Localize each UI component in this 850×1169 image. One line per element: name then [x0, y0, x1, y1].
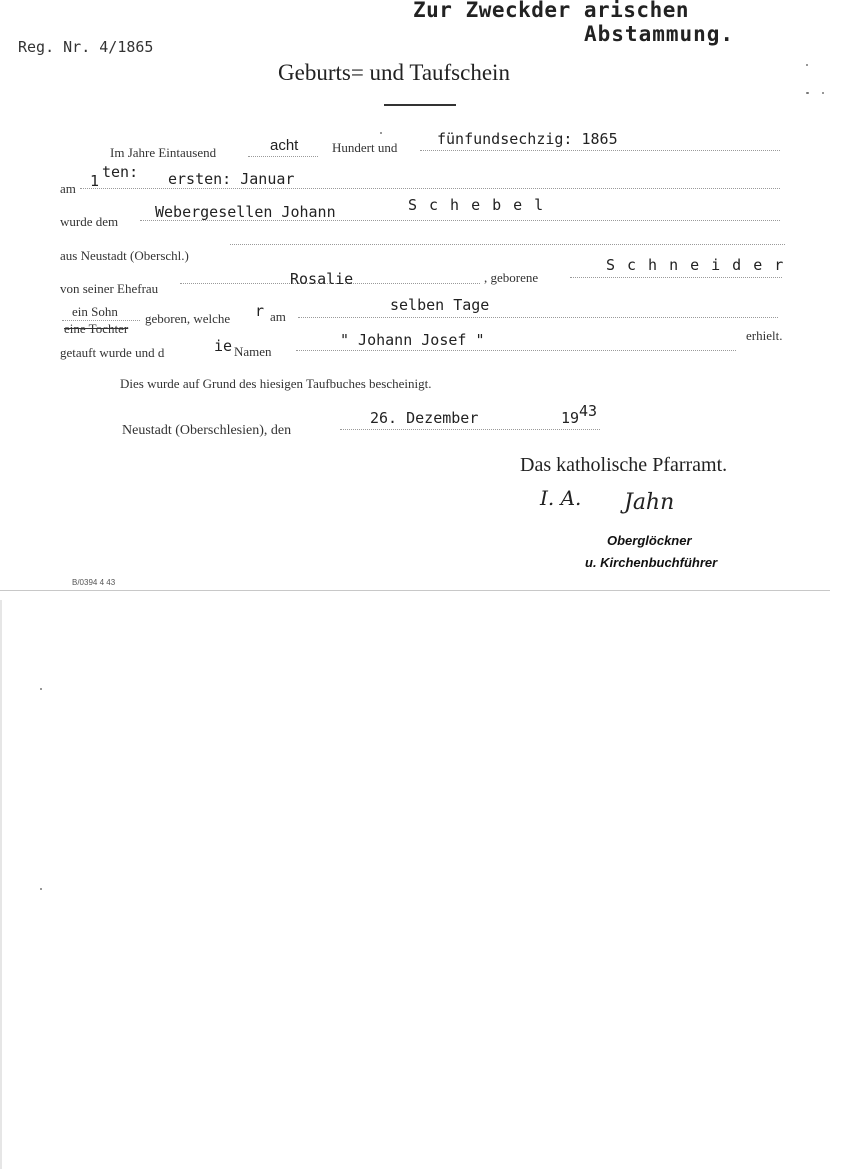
mother-name: Rosalie: [290, 270, 354, 288]
dotted-line: [570, 277, 782, 278]
purpose-stamp-line1: Zur Zweckder arischen: [413, 0, 690, 22]
official-stamp-line2: u. Kirchenbuchführer: [585, 555, 718, 570]
scan-speck: [806, 64, 808, 66]
dotted-line: [248, 156, 318, 157]
document-title: Geburts= und Taufschein: [278, 60, 510, 85]
dotted-line: [298, 317, 778, 318]
dotted-line: [230, 244, 785, 245]
dotted-line: [296, 350, 736, 351]
am-label: am: [270, 309, 286, 324]
title-rule: [384, 104, 456, 106]
year-rest: fünfundsechzig: 1865: [437, 130, 618, 148]
issue-date: 26. Dezember: [370, 409, 479, 427]
parish-office: Das katholische Pfarramt.: [520, 454, 728, 476]
date-number: 1: [90, 172, 100, 190]
date-suffix: ten:: [102, 163, 139, 181]
child-name: " Johann Josef ": [340, 331, 485, 349]
date-text: ersten: Januar: [168, 170, 295, 188]
dotted-line: [420, 150, 780, 151]
geborene-label: , geborene: [484, 270, 539, 285]
print-code: B/0394 4 43: [72, 578, 116, 587]
paper-edge: [0, 590, 830, 591]
geboren-label: geboren, welche: [145, 311, 231, 326]
year-hundreds: acht: [270, 137, 299, 154]
wurde-label: wurde dem: [60, 214, 119, 229]
namen-label: Namen: [234, 344, 272, 359]
baptism-day: selben Tage: [390, 296, 490, 314]
erhielt-label: erhielt.: [746, 328, 783, 343]
dotted-line: [340, 429, 600, 430]
mother-label: von seiner Ehefrau: [60, 281, 159, 296]
purpose-stamp-line2: Abstammung.: [584, 22, 735, 46]
handwritten-signature: Jahn: [624, 490, 675, 515]
signature-initials: I. A.: [540, 486, 582, 510]
dotted-line: [80, 188, 780, 189]
scan-speck: [822, 92, 824, 94]
place-label: Neustadt (Oberschlesien), den: [122, 423, 292, 438]
die-suffix: ie: [214, 337, 233, 355]
issue-year-suffix: 43: [579, 402, 598, 420]
scan-speck: [40, 688, 42, 690]
child-son: ein Sohn: [72, 304, 118, 319]
child-daughter-crossed: eine Tochter: [64, 321, 129, 336]
getauft-label: getauft wurde und d: [60, 345, 165, 360]
father-name: Webergesellen Johann: [155, 203, 336, 221]
mother-maiden-name: Schneider: [606, 256, 796, 274]
scan-speck: [380, 132, 382, 134]
scan-speck: [40, 888, 42, 890]
registration-number: Reg. Nr. 4/1865: [18, 38, 154, 56]
date-label: am: [60, 181, 76, 196]
scan-shadow: [0, 600, 2, 1169]
father-surname: Schebel: [408, 196, 556, 214]
certification-text: Dies wurde auf Grund des hiesigen Taufbuches bescheinigt.: [120, 376, 432, 391]
welche-suffix: r: [255, 302, 265, 320]
aus-label: aus Neustadt (Oberschl.): [60, 248, 189, 263]
scan-speck: [806, 92, 809, 94]
year-mid-label: Hundert und: [332, 140, 398, 155]
year-label: Im Jahre Eintausend: [110, 145, 217, 160]
issue-year-prefix: 19: [561, 409, 580, 427]
official-stamp-line1: Oberglöckner: [607, 533, 692, 548]
